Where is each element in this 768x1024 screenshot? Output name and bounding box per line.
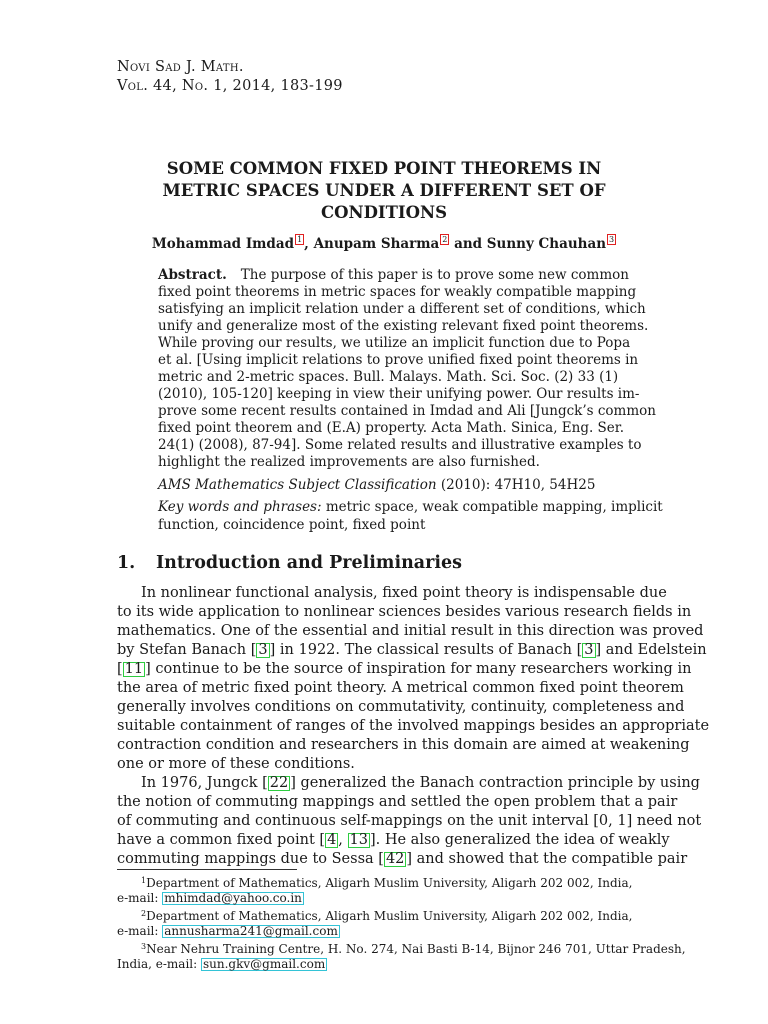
email-link[interactable]: sun.gkv@gmail.com (203, 957, 326, 971)
abstract (158, 267, 656, 471)
keywords-label: Key words and phrases: (158, 499, 322, 515)
citation-link[interactable]: 3 (584, 642, 594, 658)
body-line: one or more of these conditions. (117, 756, 355, 772)
body-line: mathematics. One of the essential and initial result in this direction was proved (117, 623, 704, 639)
body-line: by Stefan Banach [ 3 ] in 1922. The classical results of Banach [ 3 ] and Edelstein (117, 642, 707, 658)
body-line: In 1976, Jungck [ 22 ] generalized the Banach contraction principle by using (141, 775, 700, 791)
keywords (158, 498, 663, 534)
body-line: the notion of commuting mappings and settled the open problem that a pair (117, 794, 678, 810)
body-line: commuting mappings due to Sessa [ 42 ] and showed that the compatible pair (117, 851, 688, 867)
title-line-3: CONDITIONS (321, 203, 447, 222)
footnotes (117, 873, 686, 972)
body-line: have a common fixed point [ 4 , 13 ]. He also generalized the idea of weakly (117, 832, 670, 848)
abstract-line: et al. [Using implicit relations to prove unified fixed point theorems in (158, 352, 639, 368)
footnote-number: 3 (141, 942, 147, 951)
journal-header (117, 58, 343, 96)
title-line-2: METRIC SPACES UNDER A DIFFERENT SET OF (162, 181, 606, 200)
body-line: to its wide application to nonlinear sciences besides various research fields in (117, 604, 692, 620)
abstract-line: 24(1) (2008), 87-94]. Some related results and illustrative examples to (158, 437, 642, 453)
paper-title (110, 158, 658, 224)
keywords-line: metric space, weak compatible mapping, implicit (321, 499, 663, 515)
body-line: In nonlinear functional analysis, fixed point theory is indispensable due (141, 585, 667, 601)
email-link[interactable]: annusharma241@gmail.com (164, 924, 338, 938)
footnote-rule (117, 869, 297, 870)
abstract-line: fixed point theorems in metric spaces for weakly compatible mapping (158, 284, 637, 300)
citation-link[interactable]: 42 (385, 851, 405, 867)
author-chauhan: Sunny Chauhan (486, 236, 607, 252)
author-separator: and (449, 236, 487, 252)
footnote-line: e-mail: annusharma241@gmail.com (117, 924, 338, 938)
keywords-line: function, coincidence point, fixed point (158, 517, 426, 533)
abstract-heading: Abstract. (158, 267, 227, 283)
section-number: 1. (117, 553, 136, 573)
journal-volume: Vol. 44, No. 1, 2014, 183-199 (117, 78, 343, 94)
abstract-line: While proving our results, we utilize an implicit function due to Popa (158, 335, 631, 351)
abstract-line: metric and 2-metric spaces. Bull. Malays. Math. Sci. Soc. (2) 33 (1) (158, 369, 619, 385)
footnote-number: 1 (141, 876, 147, 885)
citation-link[interactable]: 22 (269, 775, 289, 791)
abstract-line: Abstract. The purpose of this paper is to prove some new common (158, 267, 629, 283)
section-heading (117, 553, 462, 573)
email-link[interactable]: mhimdad@yahoo.co.in (164, 891, 302, 905)
body-line: suitable containment of ranges of the involved mappings besides an appropriate (117, 718, 710, 734)
footnote-line: e-mail: mhimdad@yahoo.co.in (117, 891, 302, 905)
citation-link[interactable]: 13 (349, 832, 368, 848)
footnote-line: $^2$Department of Mathematics, Aligarh Muslim University, Aligarh 202 002, India, (141, 909, 633, 923)
author-sharma: Anupam Sharma (313, 236, 440, 252)
footnote-link-1[interactable]: 1 (297, 235, 303, 244)
footnote-line: $^3$Near Nehru Training Centre, H. No. 274, Nai Basti B-14, Bijnor 246 701, Uttar Pradesh, (141, 942, 686, 956)
abstract-line: prove some recent results contained in Imdad and Ali [Jungck’s common (158, 403, 656, 419)
footnote-number: 2 (141, 909, 147, 918)
author-separator: , (304, 236, 314, 252)
body-text (117, 584, 710, 869)
footnote-link-2[interactable]: 2 (442, 235, 448, 244)
abstract-line: highlight the realized improvements are also furnished. (158, 454, 540, 470)
footnote-line: India, e-mail: sun.gkv@gmail.com (117, 957, 326, 971)
ams-value: (2010): 47H10, 54H25 (436, 477, 596, 493)
citation-link[interactable]: 4 (327, 832, 337, 848)
abstract-line: satisfying an implicit relation under a different set of conditions, which (158, 301, 646, 317)
body-line: contraction condition and researchers in this domain are aimed at weakening (117, 737, 690, 753)
ams-classification (158, 477, 595, 493)
footnote-link-3[interactable]: 3 (609, 235, 615, 244)
body-line: generally involves conditions on commutativity, continuity, completeness and (117, 699, 685, 715)
ams-label: AMS Mathematics Subject Classification (158, 477, 437, 493)
author-list (110, 234, 658, 252)
author-imdad: Mohammad Imdad (151, 236, 295, 252)
abstract-line: fixed point theorem and (E.A) property. Acta Math. Sinica, Eng. Ser. (158, 420, 625, 436)
body-line: [ 11 ] continue to be the source of inspiration for many researchers working in (117, 661, 692, 677)
footnote-line: $^1$Department of Mathematics, Aligarh Muslim University, Aligarh 202 002, India, (141, 876, 633, 890)
title-line-1: SOME COMMON FIXED POINT THEOREMS IN (166, 159, 602, 178)
body-line: of commuting and continuous self-mappings on the unit interval [0, 1] need not (117, 813, 702, 829)
body-line: the area of metric fixed point theory. A metrical common fixed point theorem (117, 680, 684, 696)
journal-name: Novi Sad J. Math. (117, 59, 244, 75)
citation-link[interactable]: 11 (124, 661, 144, 677)
abstract-line: (2010), 105-120] keeping in view their unifying power. Our results im- (158, 386, 640, 402)
abstract-line: unify and generalize most of the existing relevant fixed point theorems. (158, 318, 649, 334)
citation-link[interactable]: 3 (258, 642, 268, 658)
section-title: Introduction and Preliminaries (156, 553, 463, 573)
